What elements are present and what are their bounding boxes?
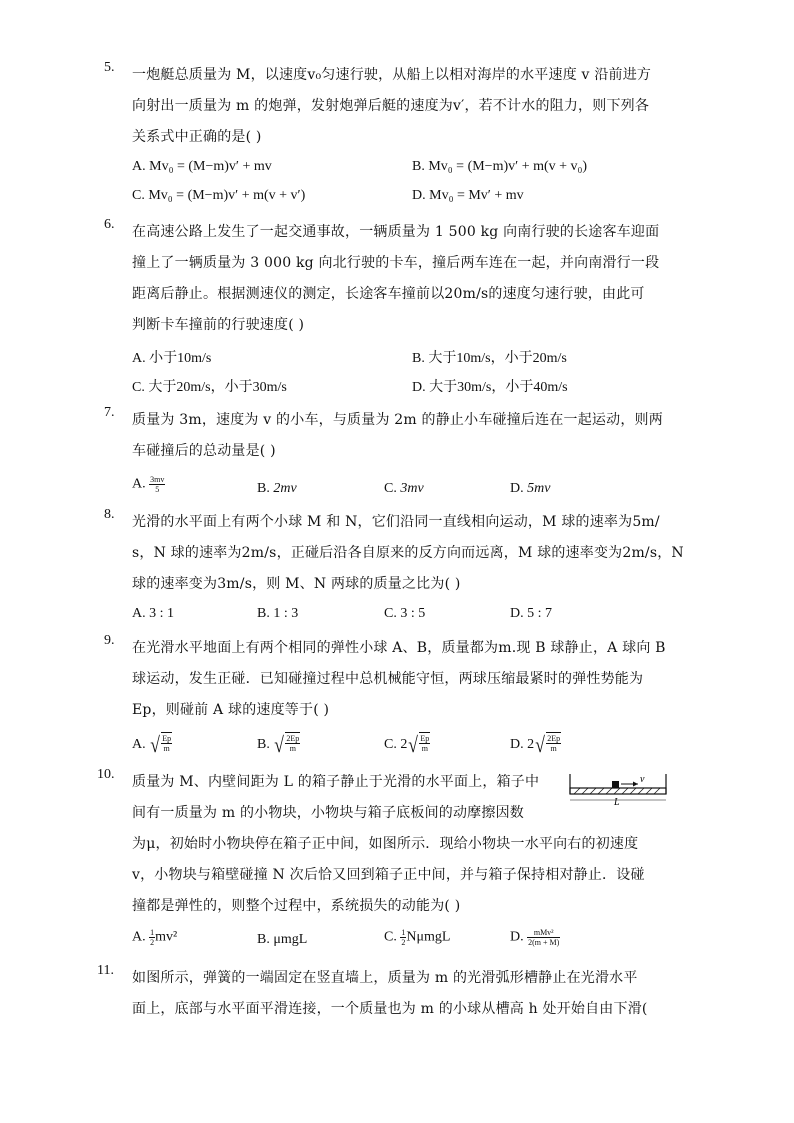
fraction-numerator: 2Ep <box>286 734 300 743</box>
option-label: B. <box>412 351 425 366</box>
option-c[interactable] <box>384 481 424 497</box>
sqrt: √ $\frac{Ep}{m}$ <box>408 732 430 757</box>
question-number: 9. <box>104 633 115 648</box>
question-text-line: 一炮艇总质量为 M，以速度v₀匀速行驶，从船上以相对海岸的水平速度 v 沿前进方 <box>132 67 652 83</box>
option-label: B. <box>412 159 425 174</box>
fraction <box>546 734 561 753</box>
question-text-line: 如图所示，弹簧的一端固定在竖直墙上，质量为 m 的光滑弧形槽静止在光滑水平 <box>132 970 638 986</box>
option-d[interactable] <box>510 481 550 497</box>
sqrt: √ $\frac{2Ep}{m}$ <box>535 732 561 757</box>
option-b[interactable] <box>257 606 298 622</box>
question-number: 6. <box>104 217 115 232</box>
option-label: C. <box>384 929 397 945</box>
option-d[interactable] <box>510 732 561 758</box>
fraction <box>419 734 430 753</box>
fraction-numerator: 1 <box>401 928 406 937</box>
option-text: 大于10m/s，小于20m/s <box>428 351 567 366</box>
option-text: NμmgL <box>406 929 451 945</box>
option-text: mv² <box>155 929 178 945</box>
velocity-label: v <box>640 774 645 785</box>
option-text: 2mv <box>273 481 297 496</box>
option-row <box>132 370 692 399</box>
question-text-line: 车碰撞后的总动量是( ) <box>132 443 276 459</box>
box-figure <box>568 772 668 806</box>
option-label: A. <box>132 476 146 492</box>
option-text: 小于10m/s <box>149 351 212 366</box>
fraction-numerator: Ep <box>420 734 430 743</box>
question-text-line: 间有一质量为 m 的小物块，小物块与箱子底板间的动摩擦因数 <box>132 805 524 821</box>
question-text-line: 为μ，初始时小物块停在箱子正中间，如图所示．现给小物块一水平向右的初速度 <box>132 836 639 852</box>
question-text-line: 在高速公路上发生了一起交通事故，一辆质量为 1 500 kg 向南行驶的长途客车迎面 <box>132 224 660 240</box>
question-text-line: 在光滑水平地面上有两个相同的弹性小球 A、B，质量都为m.现 B 球静止，A 球向 B <box>132 640 666 656</box>
coefficient: 2 <box>527 737 535 753</box>
option-a[interactable] <box>132 732 172 758</box>
box-diagram <box>568 772 668 806</box>
question-text-line: 面上，底部与水平面平滑连接，一个质量也为 m 的小球从槽高 h 处开始自由下滑( <box>132 1001 648 1017</box>
question-number: 7. <box>104 405 115 420</box>
option-b[interactable] <box>257 932 307 948</box>
question-text-line: 距离后静止。根据测速仪的测定，长途客车撞前以20m/s的速度匀速行驶，由此可 <box>132 286 645 302</box>
sqrt: √ $\frac{2Ep}{m}$ <box>274 732 300 757</box>
question-text-line: 球运动，发生正碰．已知碰撞过程中总机械能守恒，两球压缩最紧时的弹性势能为 <box>132 671 644 687</box>
option-a[interactable] <box>132 475 165 494</box>
question-8 <box>104 507 692 629</box>
option-text: 大于20m/s，小于30m/s <box>148 380 287 395</box>
option-label: A. <box>132 606 146 621</box>
option-label: A. <box>132 737 146 753</box>
fraction-denominator: 2 <box>150 938 155 947</box>
option-text: 3 : 5 <box>400 606 426 621</box>
question-text-line: 球的速率变为3m/s，则 M、N 两球的质量之比为( ) <box>132 576 461 592</box>
fraction-numerator: mMv² <box>527 928 560 938</box>
option-b[interactable] <box>412 159 587 175</box>
fraction-denominator: m <box>421 744 428 753</box>
question-text-line: 撞上了一辆质量为 3 000 kg 向北行驶的卡车，撞后两车连在一起，并向南滑行一段 <box>132 255 660 271</box>
option-label: B. <box>257 481 270 496</box>
option-label: B. <box>257 932 270 947</box>
fraction-numerator: Ep <box>162 734 172 743</box>
question-6 <box>104 217 692 399</box>
option-label: A. <box>132 929 146 945</box>
question-number: 8. <box>104 507 115 522</box>
question-number: 11. <box>97 963 114 978</box>
fraction-denominator: m <box>163 744 170 753</box>
fraction-denominator: 2 <box>401 938 406 947</box>
fraction-numerator: 3mv <box>150 475 165 484</box>
option-a[interactable] <box>132 928 177 947</box>
option-d[interactable] <box>412 188 524 204</box>
option-c[interactable] <box>132 376 287 396</box>
question-text-line: 关系式中正确的是( ) <box>132 129 262 145</box>
option-label: C. <box>384 481 397 496</box>
option-label: B. <box>257 737 270 753</box>
question-9 <box>104 633 692 766</box>
option-text: Mv₀ = (M−m)v′ + m(v + v₀) <box>428 159 588 174</box>
option-text: 3mv <box>400 481 424 496</box>
question-text-line: v，小物块与箱壁碰撞 N 次后恰又回到箱子正中间，并与箱子保持相对静止．设碰 <box>132 867 645 883</box>
option-c[interactable] <box>132 188 305 204</box>
question-text-line: Ep，则碰前 A 球的速度等于( ) <box>132 702 330 718</box>
option-text: 3 : 1 <box>149 606 175 621</box>
option-d[interactable] <box>412 376 568 396</box>
fraction <box>285 734 300 753</box>
option-c[interactable] <box>384 732 430 758</box>
option-text: 1 : 3 <box>273 606 299 621</box>
option-text: Mv₀ = Mv′ + mv <box>429 188 524 203</box>
question-11 <box>97 963 692 1025</box>
option-b[interactable] <box>412 347 567 367</box>
option-label: D. <box>510 929 524 945</box>
fraction <box>161 734 172 753</box>
fraction-denominator: m <box>289 744 296 753</box>
option-label: D. <box>510 606 524 621</box>
option-text: 5 : 7 <box>527 606 553 621</box>
option-row <box>132 600 692 629</box>
option-text: Mv₀ = (M−m)v′ + mv <box>149 159 272 174</box>
question-text-line: 向射出一质量为 m 的炮弹，发射炮弹后艇的速度为v′，若不计水的阻力，则下列各 <box>132 98 650 114</box>
fraction <box>149 475 165 494</box>
option-label: D. <box>510 737 524 753</box>
option-c[interactable] <box>384 606 425 622</box>
option-label: B. <box>257 606 270 621</box>
fraction-denominator: 5 <box>155 485 160 494</box>
fraction-denominator: m <box>550 744 557 753</box>
fraction-numerator: 1 <box>150 928 155 937</box>
question-7 <box>104 405 692 507</box>
option-label: C. <box>132 188 145 203</box>
question-text-line: 撞都是弹性的，则整个过程中，系统损失的动能为( ) <box>132 898 461 914</box>
option-text: Mv₀ = (M−m)v′ + m(v + v′) <box>148 188 306 203</box>
option-label: C. <box>132 380 145 395</box>
option-row <box>132 467 692 507</box>
question-text-line: 质量为 3m，速度为 v 的小车，与质量为 2m 的静止小车碰撞后连在一起运动，则两 <box>132 412 663 428</box>
option-d[interactable] <box>510 606 552 622</box>
option-a[interactable] <box>132 159 272 175</box>
question-text-line: 判断卡车撞前的行驶速度( ) <box>132 317 305 333</box>
option-a[interactable] <box>132 347 211 367</box>
option-text: μmgL <box>273 932 308 947</box>
question-number: 5. <box>104 60 115 75</box>
option-label: A. <box>132 351 146 366</box>
option-label: C. <box>384 737 397 753</box>
question-number: 10. <box>97 767 115 782</box>
option-label: A. <box>132 159 146 174</box>
option-text: 大于30m/s，小于40m/s <box>429 380 568 395</box>
sqrt: √ $\frac{Ep}{m}$ <box>150 732 172 757</box>
option-row <box>132 922 692 958</box>
option-a[interactable] <box>132 606 174 622</box>
coefficient: 2 <box>400 737 408 753</box>
block <box>612 781 619 788</box>
option-label: D. <box>510 481 524 496</box>
fraction-denominator: 2(m + M) <box>528 938 560 947</box>
fraction <box>527 928 560 947</box>
option-label: D. <box>412 380 426 395</box>
fraction-numerator: 2Ep <box>547 734 561 743</box>
option-row <box>132 182 692 211</box>
question-text-line: s，N 球的速率为2m/s，正碰后沿各自原来的反方向而远离，M 球的速率变为2m/s，N <box>132 545 684 561</box>
option-row <box>132 153 692 182</box>
option-b[interactable] <box>257 732 300 758</box>
option-row <box>132 341 692 370</box>
option-text: 5mv <box>527 481 551 496</box>
length-label: L <box>614 797 620 806</box>
question-5 <box>104 60 692 211</box>
option-row <box>132 726 692 766</box>
option-label: D. <box>412 188 426 203</box>
question-text-line: 质量为 M、内壁间距为 L 的箱子静止于光滑的水平面上，箱子中 <box>132 774 540 790</box>
question-text-line: 光滑的水平面上有两个小球 M 和 N，它们沿同一直线相向运动，M 球的速率为5m/ <box>132 514 660 530</box>
option-d[interactable] <box>510 928 560 947</box>
option-c[interactable] <box>384 928 450 947</box>
option-b[interactable] <box>257 481 297 497</box>
option-label: C. <box>384 606 397 621</box>
